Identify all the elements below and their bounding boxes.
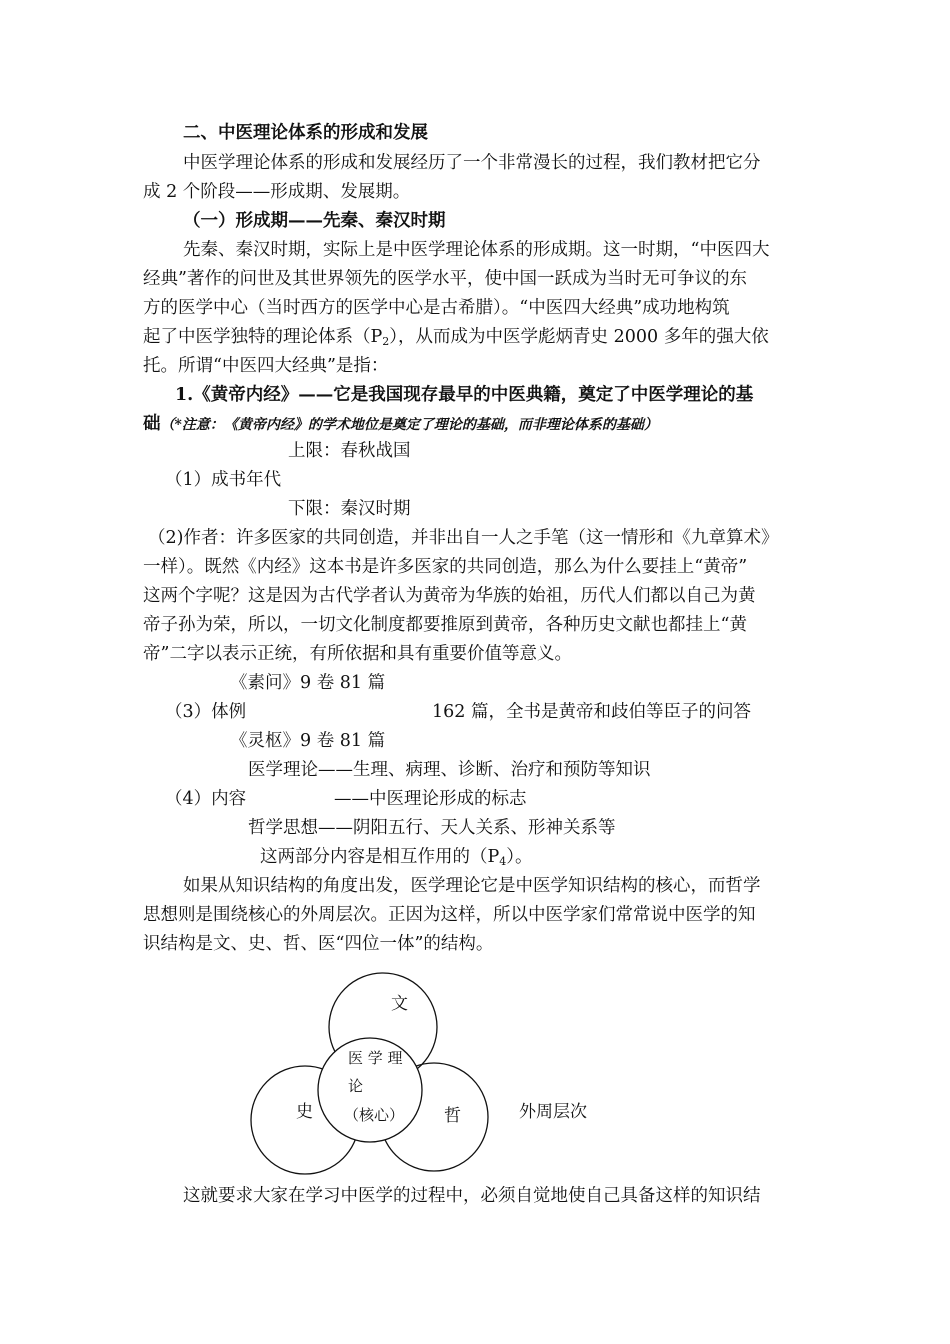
label-zhe: 哲 xyxy=(444,1106,461,1126)
label-wen: 文 xyxy=(391,994,408,1014)
content-label: （4）内容 xyxy=(165,789,247,809)
knowledge-structure-diagram xyxy=(240,962,640,1182)
format-lingshu: 《灵枢》9 卷 81 篇 xyxy=(230,731,386,751)
author-line-2: 一样）。既然《内经》这本书是许多医家的共同创造，那么为什么要挂上“黄帝” xyxy=(143,557,748,577)
era-upper: 上限：春秋战国 xyxy=(288,441,411,461)
subsection-title: （一）形成期——先秦、秦汉时期 xyxy=(183,211,446,231)
format-suwen: 《素问》9 卷 81 篇 xyxy=(230,673,386,693)
para2-line-1: 如果从知识结构的角度出发，医学理论它是中医学知识结构的核心，而哲学 xyxy=(183,876,761,896)
era-lower: 下限：秦汉时期 xyxy=(288,499,411,519)
author-line-3: 这两个字呢？这是因为古代学者认为黄帝为华族的始祖，历代人们都以自己为黄 xyxy=(143,586,756,606)
section-title: 二、中医理论体系的形成和发展 xyxy=(183,123,428,143)
era-label: （1）成书年代 xyxy=(165,470,282,490)
content-interaction-a: 这两部分内容是相互作用的（P xyxy=(260,847,500,867)
author-line-1: （2)作者：许多医家的共同创造，并非出自一人之手笔（这一情形和《九章算术》 xyxy=(148,528,779,548)
content-interaction-b: ）。 xyxy=(506,847,533,867)
content-philosophy: 哲学思想——阴阳五行、天人关系、形神关系等 xyxy=(248,818,616,838)
label-core-line-2: 论 xyxy=(348,1077,364,1095)
item1-heading: 1.《黄帝内经》——它是我国现存最早的中医典籍，奠定了中医学理论的基 xyxy=(175,385,754,405)
label-core-line-3: （核心） xyxy=(344,1106,405,1124)
page-ref-sub-4: 4 xyxy=(499,855,507,868)
format-total: 162 篇，全书是黄帝和歧伯等臣子的问答 xyxy=(432,702,751,722)
item1-line-2-text: 础 xyxy=(143,414,161,434)
content-mark: ——中医理论形成的标志 xyxy=(334,789,527,809)
author-line-5: 帝”二字以表示正统，有所依据和具有重要价值等意义。 xyxy=(143,644,572,664)
page-ref-sub: 2 xyxy=(382,335,390,348)
para1-line-3: 方的医学中心（当时西方的医学中心是古希腊）。“中医四大经典”成功地构筑 xyxy=(143,298,730,318)
para1-line-4 xyxy=(143,324,769,355)
closing-line: 这就要求大家在学习中医学的过程中，必须自觉地使自己具备这样的知识结 xyxy=(183,1186,761,1206)
label-outer-layer: 外周层次 xyxy=(519,1102,587,1122)
label-core-line-1: 医 学 理 xyxy=(348,1049,403,1067)
format-label: （3）体例 xyxy=(165,702,247,722)
para1-line-4-a: 起了中医学独特的理论体系（P xyxy=(143,327,383,347)
intro-line-1: 中医学理论体系的形成和发展经历了一个非常漫长的过程，我们教材把它分 xyxy=(183,153,761,173)
intro-line-2: 成 2 个阶段——形成期、发展期。 xyxy=(143,182,411,202)
para1-line-5: 托。所谓“中医四大经典”是指： xyxy=(143,356,389,376)
content-interaction xyxy=(260,844,533,875)
para2-line-2: 思想则是围绕核心的外周层次。正因为这样，所以中医学家们常常说中医学的知 xyxy=(143,905,756,925)
label-shi: 史 xyxy=(296,1102,313,1122)
para1-line-1: 先秦、秦汉时期，实际上是中医学理论体系的形成期。这一时期，“中医四大 xyxy=(183,240,770,260)
para1-line-2: 经典”著作的问世及其世界领先的医学水平，使中国一跃成为当时无可争议的东 xyxy=(143,269,747,289)
author-line-4: 帝子孙为荣，所以，一切文化制度都要推原到黄帝，各种历史文献也都挂上“黄 xyxy=(143,615,747,635)
content-theory: 医学理论——生理、病理、诊断、治疗和预防等知识 xyxy=(248,760,651,780)
item1-note: （*注意：《黄帝内经》的学术地位是奠定了理论的基础，而非理论体系的基础） xyxy=(160,417,658,433)
item1-line-2 xyxy=(143,411,658,438)
para1-line-4-b: ），从而成为中医学彪炳青史 2000 多年的强大依 xyxy=(389,327,769,347)
venn-diagram xyxy=(240,962,640,1182)
para2-line-3: 识结构是文、史、哲、医“四位一体”的结构。 xyxy=(143,934,494,954)
